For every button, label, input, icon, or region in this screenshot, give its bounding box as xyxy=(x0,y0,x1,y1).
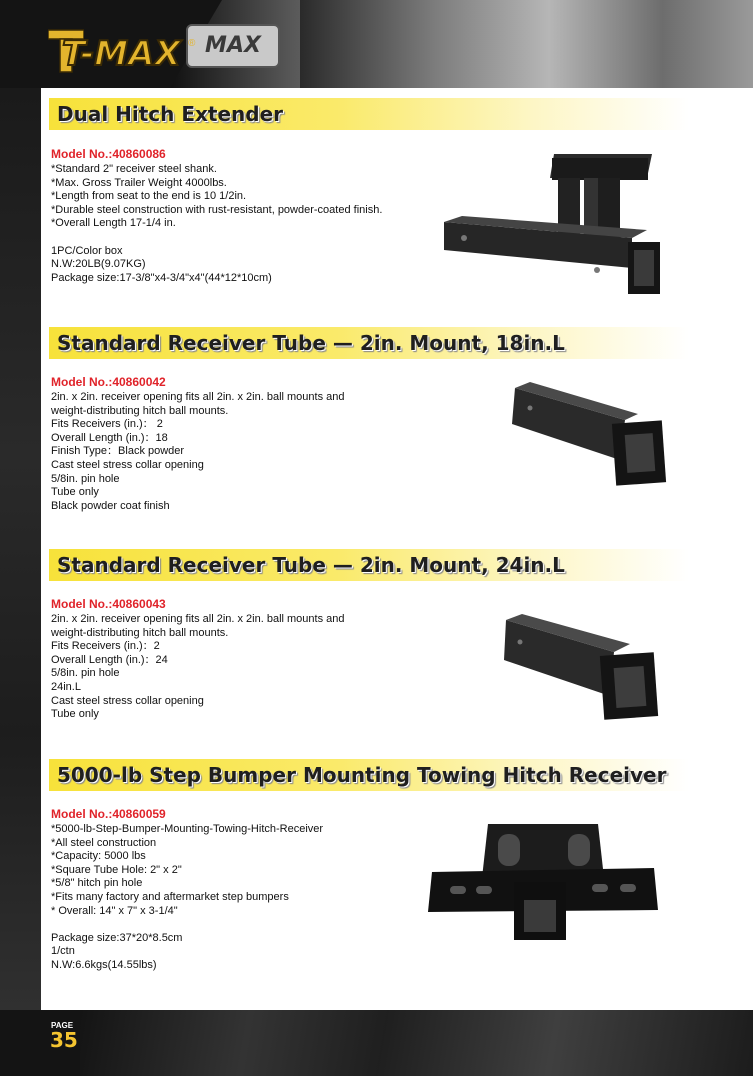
desc-line: 24in.L xyxy=(51,680,81,693)
desc-line: Finish Type：Black powder xyxy=(51,445,185,458)
model-number: Model No.:40860042 xyxy=(51,375,166,389)
desc-line: 2in. x 2in. receiver opening fits all 2in. x 2in. ball mounts and xyxy=(51,613,345,625)
desc-line: *All steel construction xyxy=(51,836,157,849)
desc-line: *Durable steel construction with rust-resistant, powder-coated finish. xyxy=(51,203,383,216)
desc-line: weight-distributing hitch ball mounts. xyxy=(51,404,229,417)
left-grunge-border xyxy=(0,88,41,1010)
desc-line: Fits Receivers (in.)： 2 xyxy=(51,418,163,431)
product-description xyxy=(51,391,345,513)
desc-line: Black powder coat finish xyxy=(51,499,170,512)
desc-line: N.W:20LB(9.07KG) xyxy=(51,258,146,271)
model-number: Model No.:40860086 xyxy=(51,147,166,161)
desc-line: *Overall Length 17-1/4 in. xyxy=(51,217,176,230)
registered-mark: ® xyxy=(188,38,196,49)
page-number: 35 xyxy=(50,1028,78,1052)
desc-line: Overall Length (in.)：24 xyxy=(51,653,168,666)
desc-line: 2in. x 2in. receiver opening fits all 2in. x 2in. ball mounts and xyxy=(51,391,345,403)
receiver-tube-18in-image xyxy=(510,380,670,490)
desc-line: Tube only xyxy=(51,486,99,499)
desc-line: 1PC/Color box xyxy=(51,244,123,257)
desc-line: 5/8in. pin hole xyxy=(51,667,120,680)
page-footer xyxy=(0,1010,753,1076)
step-bumper-hitch-image xyxy=(428,820,660,942)
desc-line: N.W:6.6kgs(14.55lbs) xyxy=(51,958,157,971)
header-bumper-badge: MAX xyxy=(186,24,280,68)
desc-line: Tube only xyxy=(51,708,99,721)
product-description xyxy=(51,613,345,722)
footer-grunge-texture xyxy=(80,1010,753,1076)
desc-line: *Standard 2" receiver steel shank. xyxy=(51,163,217,175)
desc-line: Package size:17-3/8"x4-3/4"x4"(44*12*10cm) xyxy=(51,271,272,284)
desc-line: 1/ctn xyxy=(51,945,75,958)
desc-spacer xyxy=(51,231,382,245)
desc-line: *Max. Gross Trailer Weight 4000lbs. xyxy=(51,176,227,189)
product-title: 5000-lb Step Bumper Mounting Towing Hitch Receiver xyxy=(57,763,667,787)
desc-line: *5000-lb-Step-Bumper-Mounting-Towing-Hitch-Receiver xyxy=(51,823,324,835)
brand-logo: T-MAX xyxy=(62,34,181,74)
desc-line: weight-distributing hitch ball mounts. xyxy=(51,626,229,639)
product-description xyxy=(51,823,323,973)
desc-line: Cast steel stress collar opening xyxy=(51,694,204,707)
page-header xyxy=(0,0,753,88)
model-number: Model No.:40860059 xyxy=(51,807,166,821)
desc-line: *Length from seat to the end is 10 1/2in. xyxy=(51,190,247,203)
product-description xyxy=(51,163,382,285)
desc-line: Package size:37*20*8.5cm xyxy=(51,931,183,944)
desc-line: Cast steel stress collar opening xyxy=(51,458,204,471)
product-title: Standard Receiver Tube — 2in. Mount, 18in.L xyxy=(57,331,565,355)
product-title: Dual Hitch Extender xyxy=(57,102,284,126)
desc-line: Overall Length (in.)：18 xyxy=(51,431,168,444)
desc-line: *Capacity: 5000 lbs xyxy=(51,850,146,863)
desc-line: 5/8in. pin hole xyxy=(51,472,120,485)
header-vehicle-photo xyxy=(300,0,753,88)
desc-spacer xyxy=(51,918,323,932)
desc-line: Fits Receivers (in.)：2 xyxy=(51,640,160,653)
desc-line: *5/8" hitch pin hole xyxy=(51,877,143,890)
desc-line: *Square Tube Hole: 2" x 2" xyxy=(51,863,182,876)
receiver-tube-24in-image xyxy=(502,612,664,727)
desc-line: *Fits many factory and aftermarket step bumpers xyxy=(51,890,289,903)
model-number: Model No.:40860043 xyxy=(51,597,166,611)
desc-line: * Overall: 14" x 7" x 3-1/4" xyxy=(51,904,178,917)
page-label: PAGE xyxy=(51,1021,74,1030)
dual-hitch-extender-image xyxy=(442,150,664,300)
product-title: Standard Receiver Tube — 2in. Mount, 24in.L xyxy=(57,553,565,577)
